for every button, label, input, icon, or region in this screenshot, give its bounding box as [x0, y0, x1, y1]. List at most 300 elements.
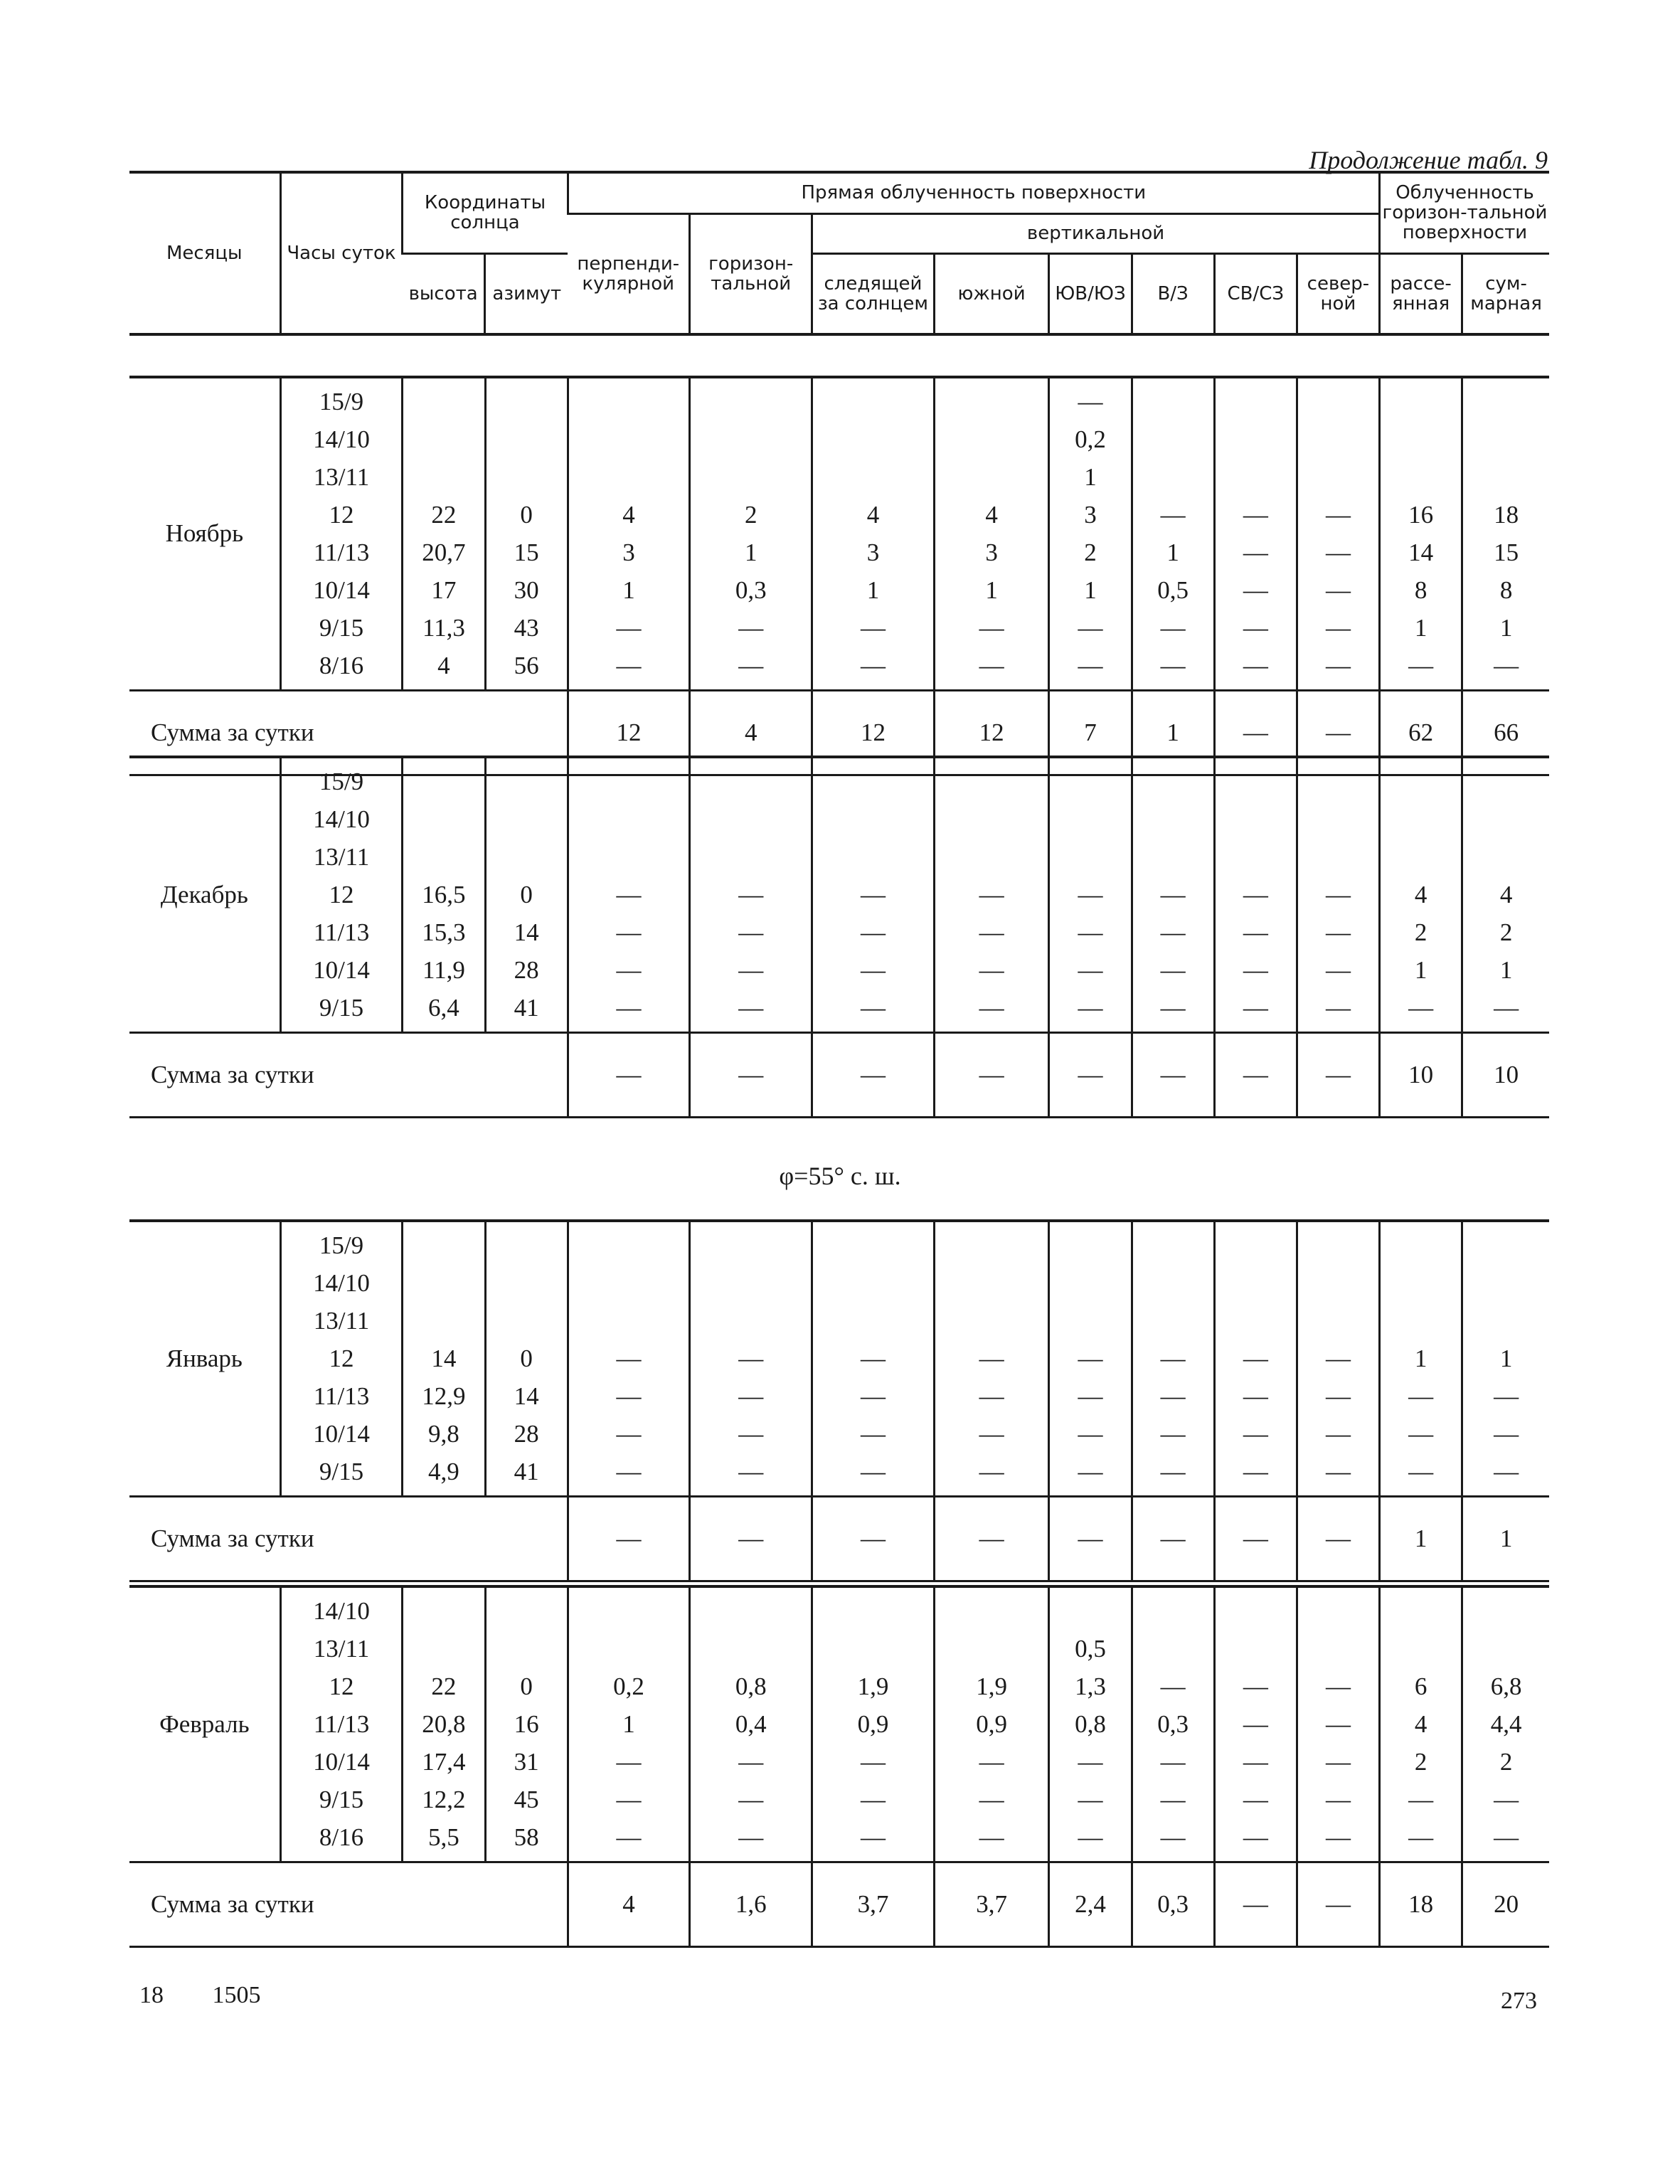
value-cell: [569, 1226, 689, 1264]
value-cell: 15: [514, 539, 539, 567]
value-column: [1380, 377, 1462, 690]
value-column: [690, 1221, 812, 1496]
hour-cell: 10/14: [313, 576, 370, 605]
value-cell: [813, 1264, 933, 1302]
value-cell: —: [1078, 388, 1103, 416]
value-cell: —: [1160, 614, 1186, 642]
value-column: [1462, 377, 1549, 690]
month-block: [129, 756, 1549, 1118]
value-cell: 6,8: [1490, 1673, 1522, 1701]
value-cell: [1133, 1264, 1213, 1302]
value-cell: —: [1243, 1382, 1268, 1411]
value-cell: 28: [514, 956, 539, 985]
hour-cell: 9/15: [319, 994, 364, 1022]
value-cell: 11,9: [422, 956, 465, 985]
value-cell: [1050, 1226, 1130, 1264]
hour-cell: 11/13: [313, 1710, 370, 1739]
value-cell: 17: [431, 576, 457, 605]
header-perpendicular: перпенди-кулярной: [577, 253, 680, 295]
hour-cell: 15/9: [319, 388, 364, 416]
value-cell: [403, 1630, 484, 1668]
hour-cell: 8/16: [319, 652, 364, 680]
value-cell: 16,5: [422, 881, 466, 909]
value-cell: —: [1325, 539, 1351, 567]
value-cell: —: [1160, 881, 1186, 909]
value-cell: 4: [1414, 881, 1428, 909]
daily-sum-value: 1: [1380, 1496, 1462, 1581]
value-cell: —: [860, 652, 886, 680]
value-cell: 0,3: [1157, 1710, 1189, 1739]
value-cell: [487, 383, 567, 420]
daily-sum-value: 1: [1132, 690, 1214, 775]
value-cell: [691, 1226, 811, 1264]
value-cell: [813, 420, 933, 458]
hour-cell: 12: [329, 501, 354, 529]
value-cell: [1463, 1226, 1549, 1264]
value-cell: 0: [520, 881, 533, 909]
value-column: [485, 1586, 568, 1862]
value-cell: [1298, 838, 1378, 876]
value-cell: —: [738, 1823, 764, 1852]
value-column: [1214, 377, 1297, 690]
value-cell: [1133, 1226, 1213, 1264]
value-column: [1380, 1221, 1462, 1496]
value-cell: —: [979, 652, 1004, 680]
value-cell: [813, 838, 933, 876]
header-north: север-ной: [1297, 253, 1379, 334]
value-cell: 1: [1166, 539, 1179, 567]
daily-sum-label: Сумма за сутки: [129, 690, 568, 775]
value-column: [1462, 1586, 1549, 1862]
value-cell: —: [1078, 1823, 1103, 1852]
value-cell: 4: [1499, 881, 1513, 909]
value-column: [934, 1221, 1049, 1496]
table-header: [129, 171, 1549, 336]
hour-cell: 13/11: [313, 1307, 370, 1335]
value-cell: 1: [622, 576, 635, 605]
daily-sum-value: 18: [1380, 1862, 1462, 1946]
value-cell: —: [1078, 1786, 1103, 1814]
value-column: [1380, 1586, 1462, 1862]
value-cell: [1463, 1630, 1549, 1668]
value-cell: [1216, 1226, 1296, 1264]
value-column: [568, 1221, 690, 1496]
value-column: [568, 1586, 690, 1862]
header-azimuth: азимут: [485, 253, 568, 334]
value-cell: —: [1408, 994, 1434, 1022]
value-cell: 4,9: [428, 1458, 459, 1486]
value-cell: 8: [1414, 576, 1428, 605]
value-cell: —: [738, 994, 764, 1022]
value-cell: [1381, 1630, 1461, 1668]
value-cell: —: [860, 1345, 886, 1373]
daily-sum-value: —: [690, 1496, 812, 1581]
value-cell: —: [1160, 956, 1186, 985]
value-cell: [1381, 1302, 1461, 1340]
header-vertical: вертикальной: [812, 213, 1380, 253]
header-hours: Часы суток: [280, 172, 403, 334]
value-column: [403, 1586, 485, 1862]
daily-sum-value: —: [1214, 1862, 1297, 1946]
hour-cell: 11/13: [313, 1382, 370, 1411]
value-cell: [569, 420, 689, 458]
value-cell: 4,4: [1490, 1710, 1522, 1739]
daily-sum-value: —: [1132, 1032, 1214, 1117]
value-cell: 22: [431, 501, 457, 529]
value-column: [403, 1221, 485, 1496]
value-cell: [1298, 1302, 1378, 1340]
value-cell: —: [860, 1420, 886, 1448]
value-cell: [1463, 420, 1549, 458]
value-cell: 2: [1414, 918, 1428, 947]
value-cell: 41: [514, 1458, 539, 1486]
value-column: [812, 757, 935, 1032]
daily-sum-value: 1: [1462, 1496, 1549, 1581]
printer-signature: 18 1505: [139, 1982, 261, 2008]
table-continuation-caption: Продолжение табл. 9: [1309, 146, 1548, 174]
value-cell: 58: [514, 1823, 539, 1852]
value-cell: 22: [431, 1673, 457, 1701]
value-cell: —: [860, 1458, 886, 1486]
value-cell: —: [860, 1748, 886, 1776]
value-cell: [1133, 1592, 1213, 1630]
value-cell: [569, 838, 689, 876]
value-cell: —: [1078, 1420, 1103, 1448]
daily-sum-row: [129, 1496, 1549, 1581]
value-cell: [1050, 838, 1130, 876]
value-cell: —: [1160, 994, 1186, 1022]
value-cell: [1216, 383, 1296, 420]
value-cell: [1298, 420, 1378, 458]
value-cell: —: [616, 918, 642, 947]
value-column: [1049, 1221, 1132, 1496]
value-cell: —: [616, 881, 642, 909]
value-column: [485, 1221, 568, 1496]
header-south: южной: [934, 253, 1049, 334]
value-cell: —: [1243, 1786, 1268, 1814]
value-cell: —: [616, 1786, 642, 1814]
value-cell: 2: [1414, 1748, 1428, 1776]
value-cell: [403, 800, 484, 838]
value-cell: [691, 1264, 811, 1302]
value-cell: [935, 838, 1048, 876]
value-cell: [569, 1302, 689, 1340]
value-cell: [487, 1226, 567, 1264]
value-cell: 2: [1499, 1748, 1513, 1776]
value-cell: 30: [514, 576, 539, 605]
month-name: Январь: [166, 1344, 243, 1372]
hour-cell: 14/10: [313, 1269, 370, 1298]
value-cell: —: [738, 918, 764, 947]
daily-sum-value: 0,3: [1132, 1862, 1214, 1946]
value-column: [812, 1586, 935, 1862]
value-cell: [1133, 838, 1213, 876]
value-cell: 1: [1414, 1345, 1428, 1373]
value-cell: —: [1325, 1710, 1351, 1739]
value-cell: —: [1325, 956, 1351, 985]
value-cell: 4: [622, 501, 635, 529]
value-cell: —: [860, 1382, 886, 1411]
value-cell: 1: [1414, 956, 1428, 985]
value-cell: 1: [744, 539, 757, 567]
value-cell: 31: [514, 1748, 539, 1776]
value-cell: 4: [1414, 1710, 1428, 1739]
value-column: [812, 1221, 935, 1496]
value-column: [934, 1586, 1049, 1862]
daily-sum-row: [129, 1032, 1549, 1117]
value-cell: —: [1078, 652, 1103, 680]
daily-sum-value: —: [568, 1032, 690, 1117]
value-cell: 1: [1499, 956, 1513, 985]
daily-sum-value: 12: [812, 690, 935, 775]
value-cell: [1133, 800, 1213, 838]
value-cell: —: [1243, 918, 1268, 947]
value-cell: [1381, 763, 1461, 800]
value-column: [568, 377, 690, 690]
value-cell: [1133, 763, 1213, 800]
value-cell: —: [616, 614, 642, 642]
value-cell: —: [979, 1382, 1004, 1411]
daily-sum-value: —: [1297, 1032, 1379, 1117]
value-cell: 14: [514, 1382, 539, 1411]
value-cell: [691, 1630, 811, 1668]
value-cell: —: [1243, 881, 1268, 909]
value-cell: [935, 763, 1048, 800]
value-cell: —: [738, 956, 764, 985]
value-cell: 3: [1084, 501, 1097, 529]
value-cell: [691, 763, 811, 800]
daily-sum-value: —: [1214, 690, 1297, 775]
value-cell: [813, 383, 933, 420]
value-cell: —: [1243, 1673, 1268, 1701]
value-cell: [1463, 383, 1549, 420]
value-cell: —: [1408, 1786, 1434, 1814]
value-cell: —: [1160, 1382, 1186, 1411]
value-column: [1214, 1221, 1297, 1496]
value-cell: [935, 1302, 1048, 1340]
value-cell: [813, 1226, 933, 1264]
value-cell: [813, 763, 933, 800]
value-cell: [1216, 1302, 1296, 1340]
value-cell: [1381, 1264, 1461, 1302]
value-cell: [403, 458, 484, 496]
month-name: Декабрь: [160, 880, 248, 908]
value-cell: —: [616, 1458, 642, 1486]
value-cell: —: [1494, 1382, 1519, 1411]
value-cell: —: [1078, 1345, 1103, 1373]
value-cell: [1050, 1302, 1130, 1340]
value-cell: [1381, 458, 1461, 496]
value-column: [1132, 377, 1214, 690]
value-cell: —: [1408, 1382, 1434, 1411]
daily-sum-value: 4: [690, 690, 812, 775]
value-cell: 1: [1414, 614, 1428, 642]
value-cell: —: [1325, 1748, 1351, 1776]
value-cell: —: [860, 1786, 886, 1814]
hours-column: [280, 757, 403, 1032]
daily-sum-label: Сумма за сутки: [129, 1862, 568, 1946]
value-cell: [1298, 1630, 1378, 1668]
value-cell: 11,3: [422, 614, 465, 642]
value-cell: [935, 383, 1048, 420]
daily-sum-value: 10: [1380, 1032, 1462, 1117]
value-cell: 6,4: [428, 994, 459, 1022]
value-cell: 1: [1084, 463, 1097, 492]
value-cell: 4: [437, 652, 450, 680]
header-total: сум-марная: [1462, 253, 1549, 334]
value-cell: 56: [514, 652, 539, 680]
value-cell: —: [616, 652, 642, 680]
hours-column: [280, 1221, 403, 1496]
value-cell: [1381, 420, 1461, 458]
value-cell: 1: [1084, 576, 1097, 605]
value-column: [1049, 1586, 1132, 1862]
value-cell: —: [1078, 918, 1103, 947]
value-cell: [569, 763, 689, 800]
value-column: [1132, 757, 1214, 1032]
value-cell: [1463, 1592, 1549, 1630]
daily-sum-value: 2,4: [1049, 1862, 1132, 1946]
header-horizontal-irradiance: Облученность горизон-тальной поверхности: [1379, 172, 1549, 253]
value-cell: —: [616, 1420, 642, 1448]
value-cell: 41: [514, 994, 539, 1022]
value-cell: [487, 800, 567, 838]
value-cell: —: [1325, 652, 1351, 680]
value-cell: —: [1078, 1748, 1103, 1776]
page-number: 273: [1501, 1988, 1537, 2014]
latitude-caption: φ=55° с. ш.: [779, 1162, 901, 1190]
value-cell: [1216, 420, 1296, 458]
header-ne-nw: СВ/СЗ: [1214, 253, 1297, 334]
value-cell: —: [979, 1748, 1004, 1776]
value-cell: [1381, 838, 1461, 876]
value-cell: —: [1243, 1748, 1268, 1776]
value-cell: —: [1494, 1458, 1519, 1486]
daily-sum-value: —: [1132, 1496, 1214, 1581]
value-column: [690, 757, 812, 1032]
value-column: [812, 377, 935, 690]
daily-sum-value: 7: [1049, 690, 1132, 775]
value-cell: 0: [520, 1345, 533, 1373]
hours-column: [280, 377, 403, 690]
hour-cell: 12: [329, 1345, 354, 1373]
value-cell: —: [979, 1345, 1004, 1373]
value-column: [690, 1586, 812, 1862]
value-cell: 1: [866, 576, 880, 605]
value-cell: —: [1243, 576, 1268, 605]
value-cell: —: [1243, 539, 1268, 567]
value-cell: —: [979, 614, 1004, 642]
value-cell: 12,9: [422, 1382, 466, 1411]
value-cell: [569, 1592, 689, 1630]
hour-cell: 10/14: [313, 956, 370, 985]
value-cell: 0,3: [735, 576, 767, 605]
value-cell: —: [979, 1823, 1004, 1852]
value-cell: [487, 1630, 567, 1668]
value-cell: [691, 838, 811, 876]
value-cell: —: [738, 1420, 764, 1448]
value-cell: [1381, 383, 1461, 420]
daily-sum-value: —: [812, 1032, 935, 1117]
value-cell: 3: [985, 539, 998, 567]
value-cell: —: [1408, 1458, 1434, 1486]
daily-sum-value: 20: [1462, 1862, 1549, 1946]
value-cell: —: [860, 881, 886, 909]
value-cell: 12,2: [422, 1786, 466, 1814]
value-cell: 16: [1408, 501, 1434, 529]
daily-sum-value: —: [1297, 1496, 1379, 1581]
value-cell: —: [1325, 614, 1351, 642]
value-cell: [691, 800, 811, 838]
value-cell: —: [1494, 1786, 1519, 1814]
value-cell: [813, 800, 933, 838]
value-cell: —: [860, 1823, 886, 1852]
value-cell: —: [1408, 1823, 1434, 1852]
value-cell: —: [738, 652, 764, 680]
value-cell: [691, 420, 811, 458]
daily-sum-value: 4: [568, 1862, 690, 1946]
value-cell: —: [1160, 1673, 1186, 1701]
value-cell: 20,7: [422, 539, 466, 567]
value-cell: 4: [985, 501, 998, 529]
value-column: [1132, 1586, 1214, 1862]
hour-cell: 11/13: [313, 539, 370, 567]
hour-cell: 13/11: [313, 1635, 370, 1663]
value-cell: [1298, 1264, 1378, 1302]
value-cell: 0: [520, 501, 533, 529]
value-cell: [403, 420, 484, 458]
value-cell: 15,3: [422, 918, 466, 947]
value-cell: [1463, 1302, 1549, 1340]
value-cell: —: [1243, 1710, 1268, 1739]
value-cell: [813, 1630, 933, 1668]
hour-cell: 14/10: [313, 1597, 370, 1626]
value-cell: [1298, 763, 1378, 800]
value-cell: [935, 1264, 1048, 1302]
value-column: [690, 377, 812, 690]
value-column: [1462, 1221, 1549, 1496]
value-cell: —: [1160, 1420, 1186, 1448]
value-cell: —: [979, 1458, 1004, 1486]
value-cell: —: [860, 614, 886, 642]
value-cell: [813, 1592, 933, 1630]
value-cell: [1216, 1630, 1296, 1668]
value-cell: [403, 1264, 484, 1302]
value-cell: 1,3: [1075, 1673, 1106, 1701]
value-cell: [1463, 800, 1549, 838]
value-cell: —: [1325, 918, 1351, 947]
value-cell: —: [1325, 576, 1351, 605]
daily-sum-value: —: [1214, 1496, 1297, 1581]
value-column: [485, 377, 568, 690]
value-cell: —: [1160, 501, 1186, 529]
value-cell: [691, 458, 811, 496]
value-cell: —: [1243, 614, 1268, 642]
value-cell: —: [1160, 1458, 1186, 1486]
hour-cell: 13/11: [313, 843, 370, 871]
value-cell: [1216, 1264, 1296, 1302]
hour-cell: 9/15: [319, 1458, 364, 1486]
hour-cell: 14/10: [313, 425, 370, 454]
value-cell: —: [1160, 652, 1186, 680]
value-column: [1214, 757, 1297, 1032]
value-cell: [1050, 763, 1130, 800]
value-cell: —: [1325, 501, 1351, 529]
value-cell: —: [738, 1786, 764, 1814]
daily-sum-value: 66: [1462, 690, 1549, 775]
value-cell: —: [738, 1382, 764, 1411]
hour-cell: 14/10: [313, 805, 370, 834]
